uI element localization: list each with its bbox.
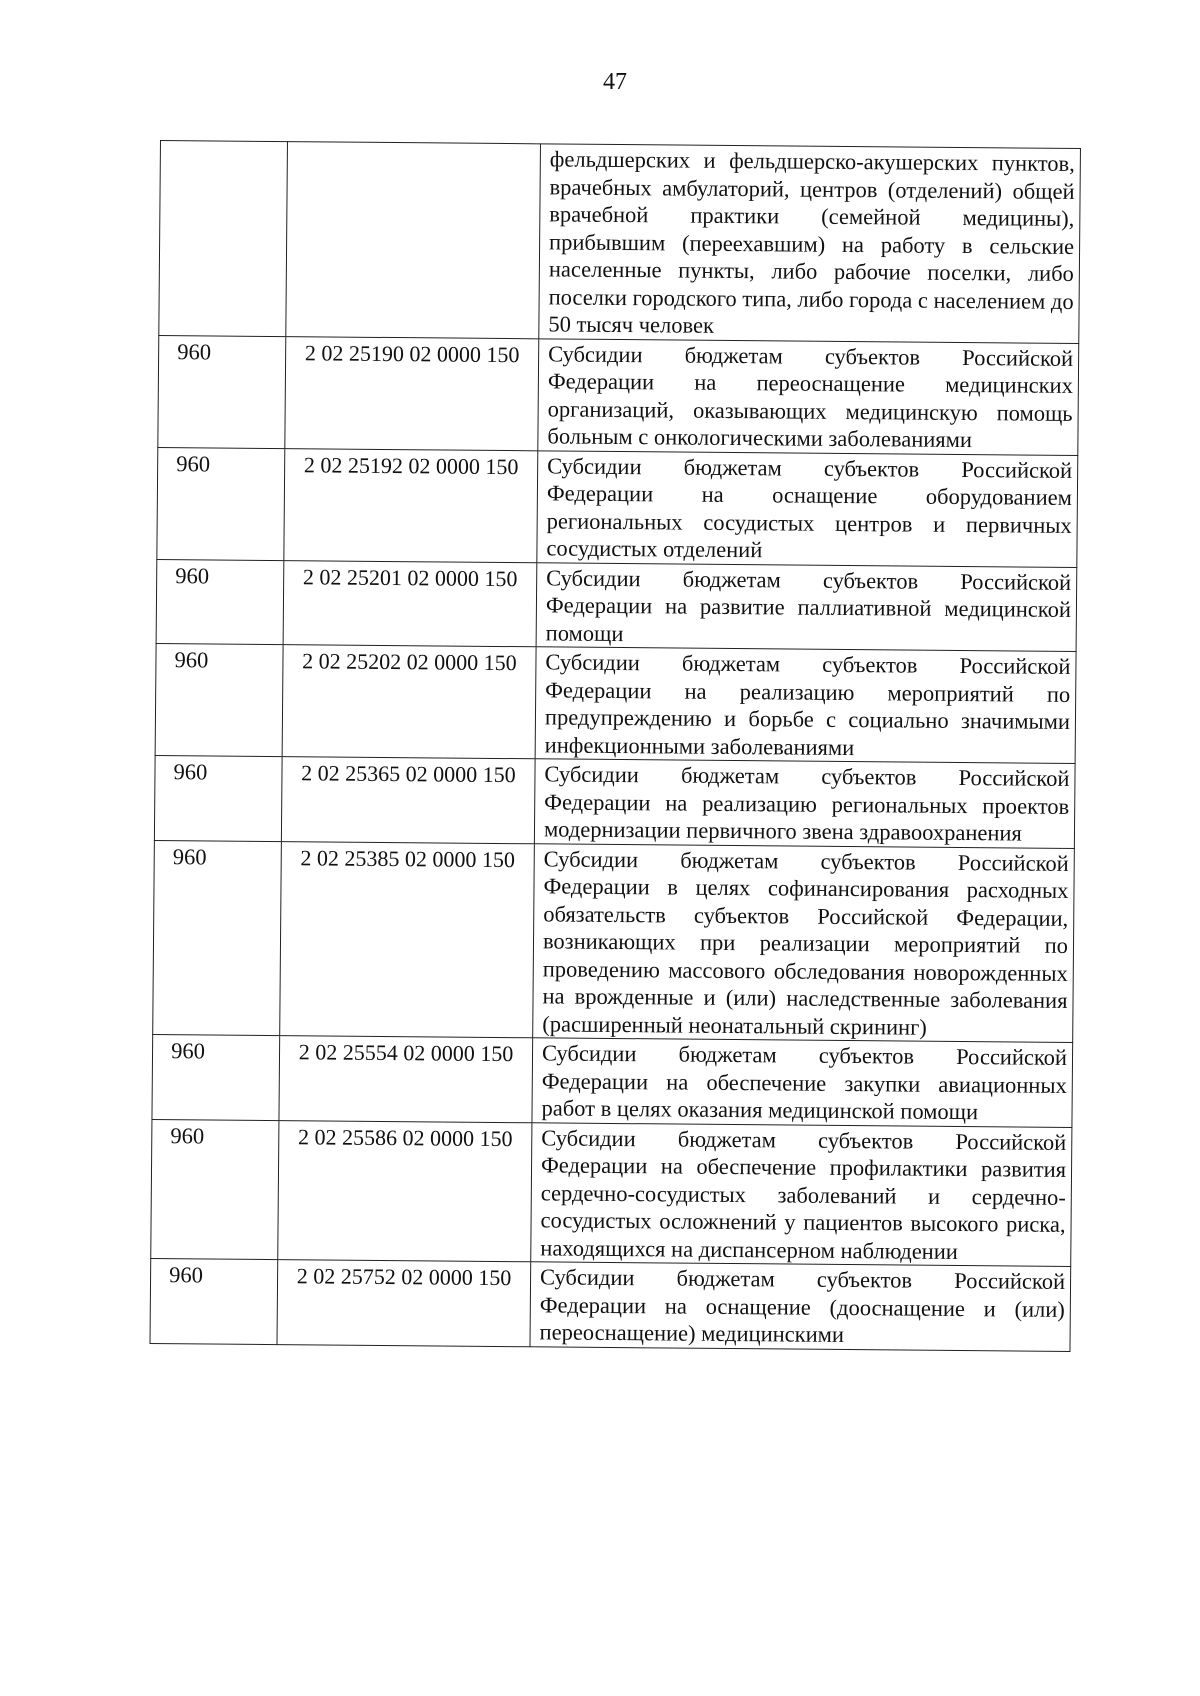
table-row [150,1258,1071,1351]
table-row [157,447,1078,567]
budget-code-cell: 2 02 25554 02 0000 150 [279,1036,533,1123]
admin-code-cell: 960 [150,1258,278,1344]
description-cell: фельдшерских и фельдшерско-акушерских пунктов, врачебных амбулаторий, центров (отделений) общей врачебной практики (семейной медицины), прибывшим (переехавшим) на работу в сельские населенные пункты, либо рабочие поселки, либо поселки городского типа, либо города с населением до 50 тысяч человек [539,144,1081,343]
table-row [154,755,1075,848]
description-cell: Субсидии бюджетам субъектов Российской Федерации в целях софинансирования расходных обязательств субъектов Российской Федерации, возникающих при реализации мероприятий по проведению массового обследования новорожденных на врожденные и (или) наследственные заболевания (расширенный неонатальный скрининг) [533,843,1075,1042]
page-number: 47 [603,69,627,95]
admin-code-cell [159,141,288,337]
table-row [153,840,1075,1043]
admin-code-cell: 960 [151,1119,279,1260]
admin-code-cell: 960 [154,755,282,841]
description-cell: Субсидии бюджетам субъектов Российской Федерации на развитие паллиативной медицинской помощи [536,562,1077,651]
description-cell: Субсидии бюджетам субъектов Российской Федерации на переоснащение медицинских организаций, оказывающих медицинскую помощь больным с онкологическими заболеваниями [538,338,1079,455]
admin-code-cell: 960 [158,335,286,448]
budget-code-cell: 2 02 25190 02 0000 150 [285,336,539,450]
table-row [159,141,1081,344]
admin-code-cell: 960 [153,840,282,1036]
budget-code-cell: 2 02 25365 02 0000 150 [281,757,535,844]
description-cell: Субсидии бюджетам субъектов Российской Федерации на оснащение (дооснащение и (или) переоснащение) медицинскими [530,1262,1071,1351]
description-cell: Субсидии бюджетам субъектов Российской Федерации на оснащение оборудованием региональных сосудистых центров и первичных сосудистых отделений [537,450,1078,567]
budget-code-cell: 2 02 25201 02 0000 150 [283,560,537,647]
budget-code-cell: 2 02 25202 02 0000 150 [282,645,536,759]
budget-code-cell: 2 02 25752 02 0000 150 [277,1260,531,1347]
description-cell: Субсидии бюджетам субъектов Российской Федерации на реализацию мероприятий по предупреждению и борьбе с социально значимыми инфекционными заболеваниями [535,647,1076,764]
table-row [156,559,1077,652]
description-cell: Субсидии бюджетам субъектов Российской Федерации на обеспечение профилактики развития сердечно-сосудистых заболеваний и сердечно-сосудистых осложнений у пациентов высокого риска, находящихся на диспансерном наблюдении [531,1122,1072,1266]
admin-code-cell: 960 [156,559,284,645]
table-row [152,1034,1073,1127]
table-row [155,643,1076,763]
description-cell: Субсидии бюджетам субъектов Российской Федерации на реализацию региональных проектов модернизации первичного звена здравоохранения [534,759,1075,848]
budget-code-cell: 2 02 25192 02 0000 150 [284,448,538,562]
table-row [151,1119,1072,1267]
budget-code-cell: 2 02 25586 02 0000 150 [278,1120,532,1262]
budget-code-cell [286,142,541,339]
budget-codes-table [149,140,1080,1351]
budget-code-cell: 2 02 25385 02 0000 150 [280,841,535,1038]
table-row [158,335,1079,455]
description-cell: Субсидии бюджетам субъектов Российской Федерации на обеспечение закупки авиационных работ в целях оказания медицинской помощи [532,1038,1073,1127]
admin-code-cell: 960 [155,643,283,756]
admin-code-cell: 960 [152,1034,280,1120]
admin-code-cell: 960 [157,447,285,560]
